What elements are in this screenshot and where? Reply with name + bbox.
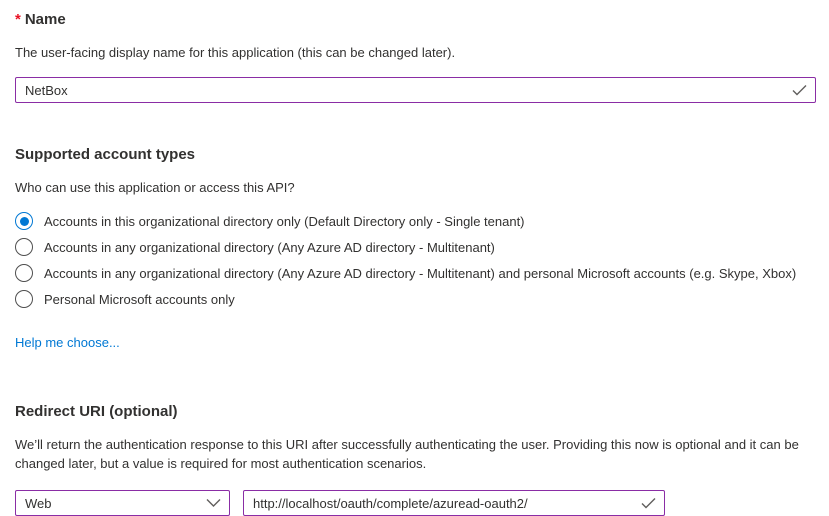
name-input[interactable]: [16, 78, 815, 102]
account-type-option-personal-only[interactable]: [15, 286, 816, 312]
name-description: The user-facing display name for this application (this can be changed later).: [15, 45, 456, 60]
valid-checkmark-icon: [792, 85, 807, 96]
radio-unselected-icon[interactable]: [15, 238, 33, 256]
valid-checkmark-icon: [641, 498, 656, 509]
account-type-option-multitenant[interactable]: [15, 234, 816, 260]
radio-unselected-icon[interactable]: [15, 290, 33, 308]
account-type-label: Accounts in this organizational directory only (Default Directory only - Single tenant): [44, 213, 525, 229]
account-type-label: Personal Microsoft accounts only: [44, 291, 235, 307]
name-title-text: Name: [24, 11, 66, 28]
account-types-title: Supported account types: [15, 146, 196, 163]
redirect-uri-description: We’ll return the authentication response to this URI after successfully authenticating the user. Providing this now is optional and it can be changed later, but a value is required for most authentication scenarios.: [15, 437, 799, 471]
account-type-label: Accounts in any organizational directory (Any Azure AD directory - Multitenant): [44, 239, 495, 255]
account-types-question: Who can use this application or access this API?: [15, 180, 295, 195]
platform-select-value: Web: [25, 495, 52, 511]
account-types-radio-group: [15, 208, 816, 312]
supported-account-types-section: [15, 145, 816, 352]
name-section-title: [15, 10, 816, 30]
account-type-option-multitenant-personal[interactable]: [15, 260, 816, 286]
redirect-uri-input-box: [243, 490, 665, 516]
redirect-uri-input[interactable]: [244, 491, 664, 515]
chevron-down-icon: [206, 499, 221, 508]
redirect-uri-title: Redirect URI (optional): [15, 403, 178, 420]
help-me-choose-link[interactable]: Help me choose...: [15, 335, 120, 350]
account-type-option-single-tenant[interactable]: [15, 208, 816, 234]
redirect-uri-section: [15, 402, 816, 516]
required-asterisk: *: [15, 11, 21, 28]
platform-select[interactable]: [15, 490, 230, 516]
radio-unselected-icon[interactable]: [15, 264, 33, 282]
radio-selected-icon[interactable]: [15, 212, 33, 230]
name-input-box: [15, 77, 816, 103]
account-type-label: Accounts in any organizational directory (Any Azure AD directory - Multitenant) and personal Microsoft accounts (e.g. Skype, Xbox): [44, 265, 797, 281]
redirect-uri-controls: [15, 490, 816, 516]
